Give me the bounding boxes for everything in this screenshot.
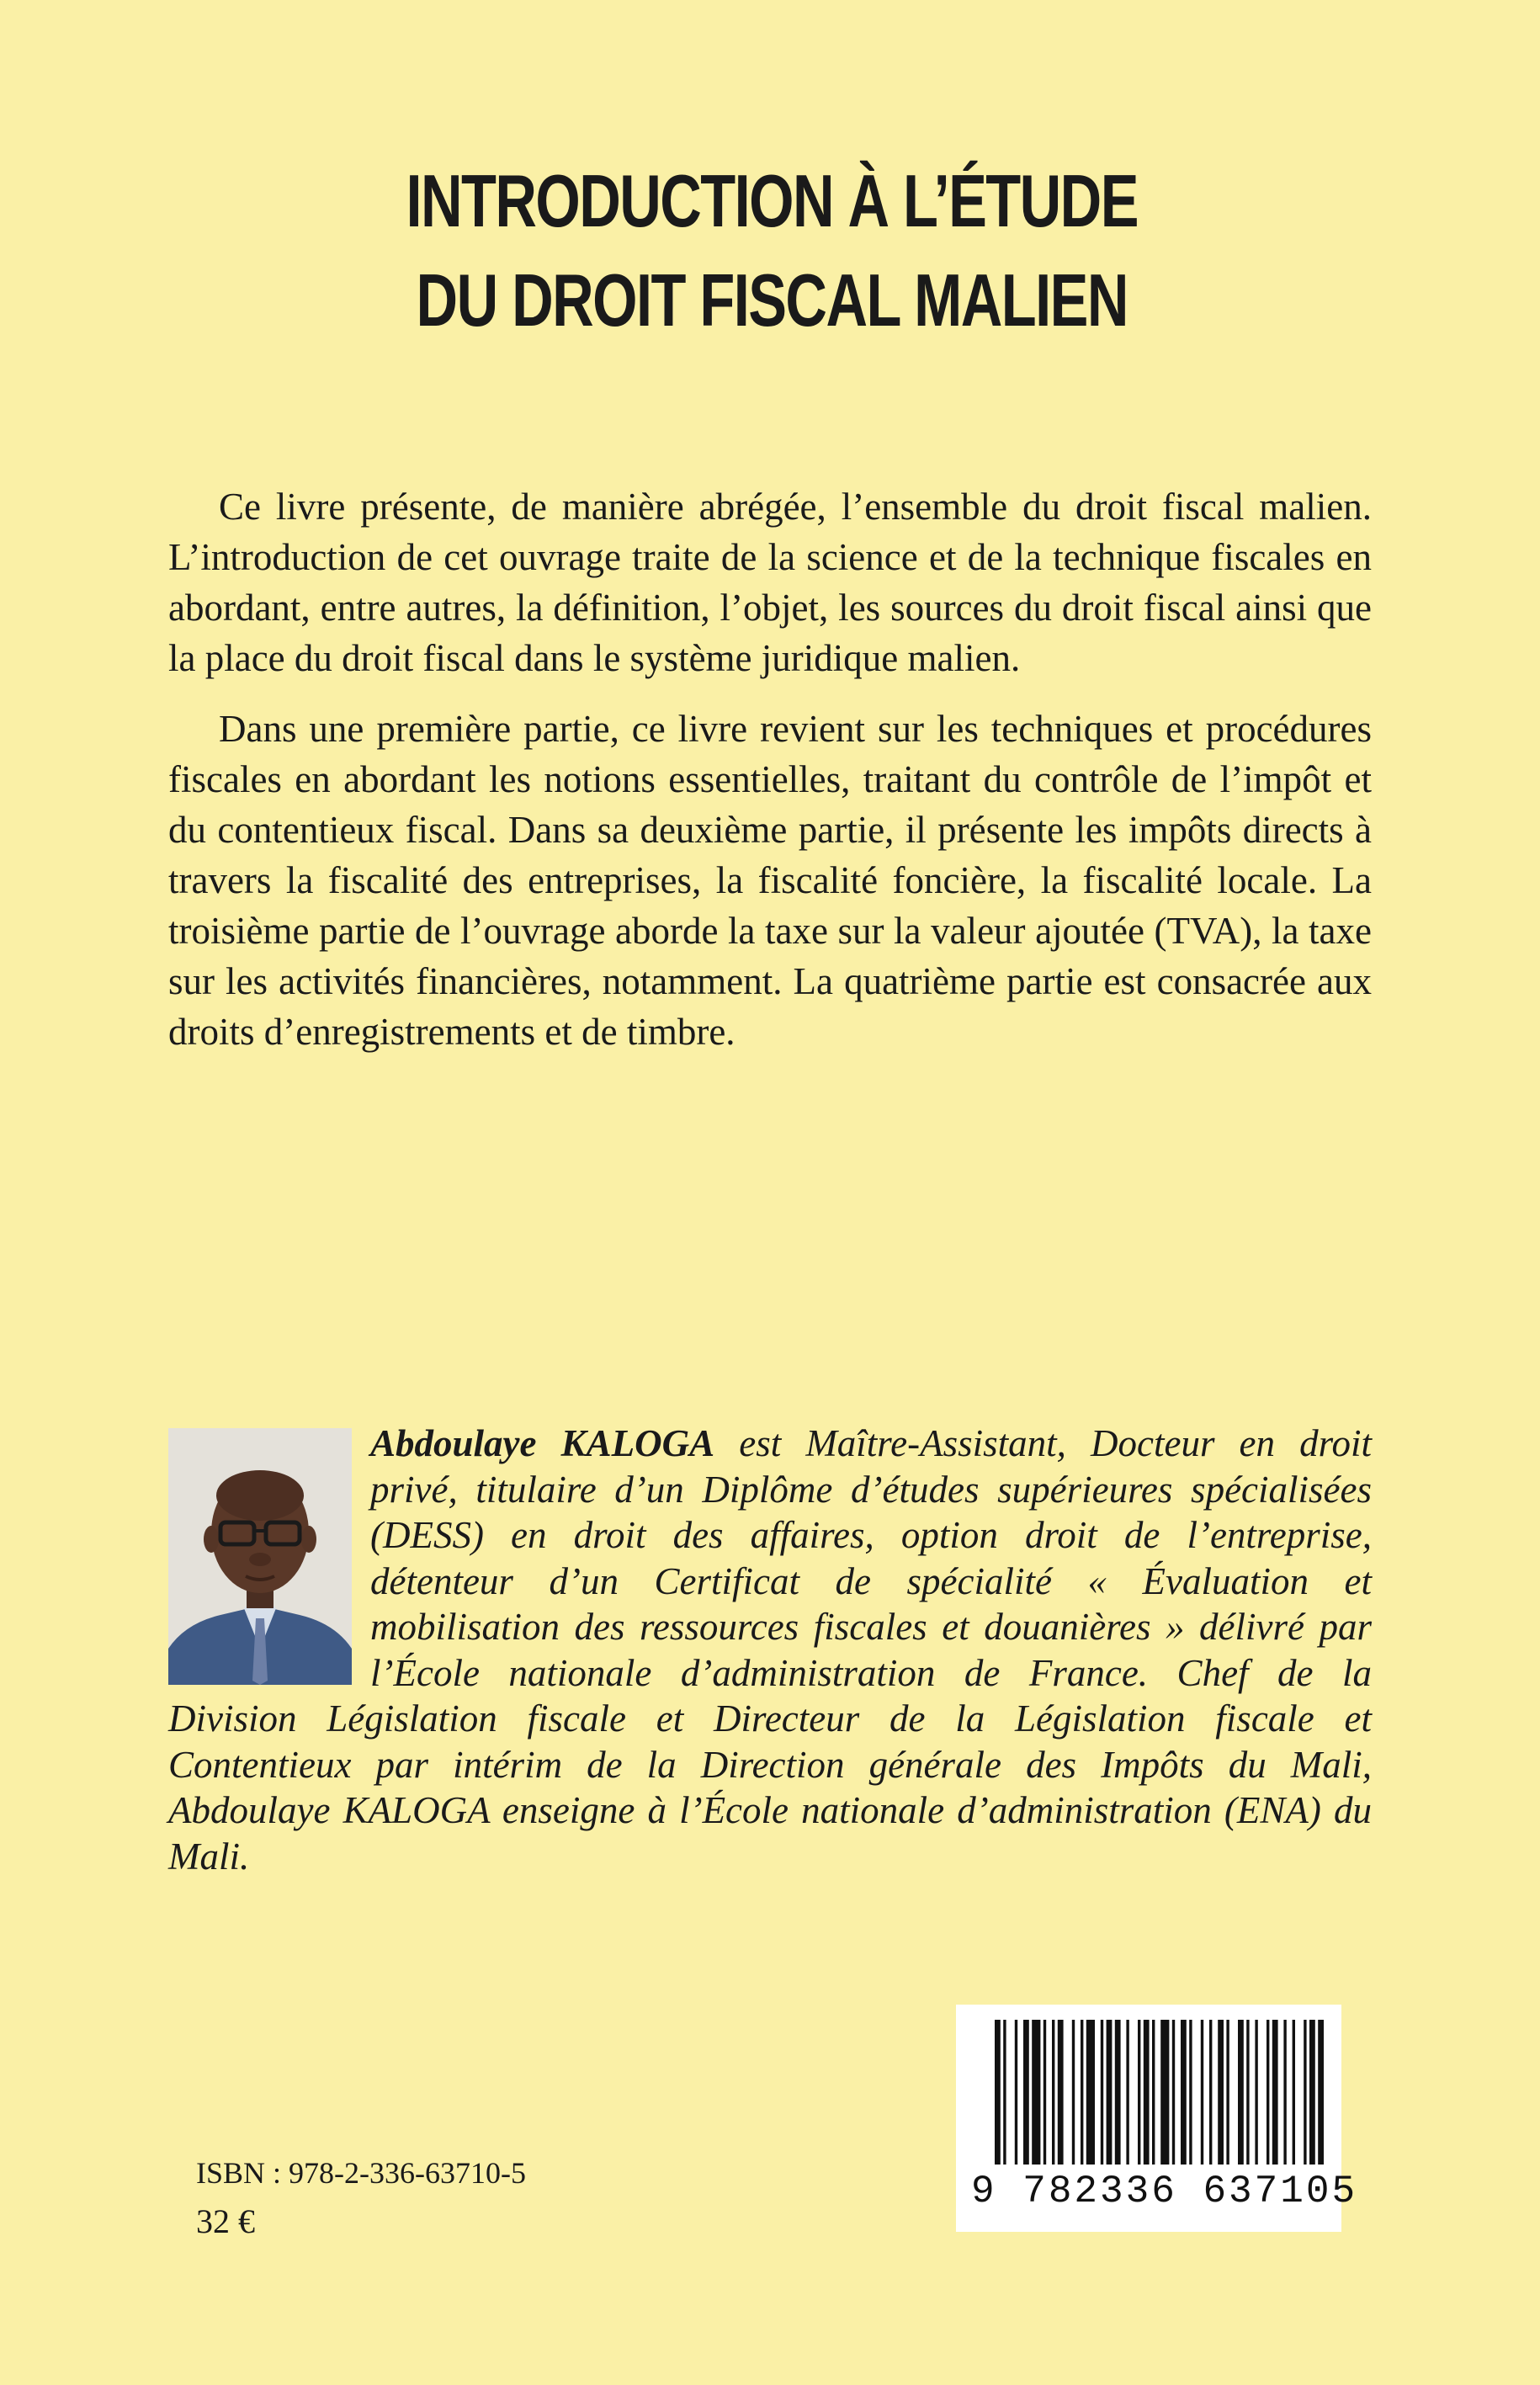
barcode-bar bbox=[1283, 2020, 1286, 2165]
barcode-bar bbox=[1209, 2020, 1212, 2165]
barcode-bar bbox=[1172, 2020, 1175, 2165]
barcode-bar bbox=[1126, 2020, 1128, 2165]
barcode-bar bbox=[1226, 2020, 1229, 2165]
barcode-bar bbox=[1189, 2020, 1192, 2165]
summary-paragraph-2: Dans une première partie, ce livre revient sur les techniques et procédures fiscales en abordant les notions essentielles, traitant du contrôle de l’impôt et du contentieux fiscal. Dans sa deuxième partie, il présente les impôts directs à travers la fiscalité des entreprises, la fiscalité foncière, la fiscalité locale. La troisième partie de l’ouvrage aborde la taxe sur la valeur ajoutée (TVA), la taxe sur les activités financières, notamment. La quatrième partie est consacrée aux droits d’enregistrements et de timbre. bbox=[168, 708, 1372, 1053]
barcode-bar bbox=[1072, 2020, 1075, 2165]
barcode-bar bbox=[1293, 2020, 1295, 2165]
barcode-bar bbox=[1144, 2020, 1150, 2165]
barcode-bar bbox=[1255, 2020, 1257, 2165]
barcode-bar bbox=[1318, 2020, 1324, 2165]
isbn: ISBN : 978-2-336-63710-5 bbox=[196, 2156, 526, 2190]
barcode-bar bbox=[1043, 2020, 1046, 2165]
summary-paragraph-1: Ce livre présente, de manière abrégée, l’ensemble du droit fiscal malien. L’introduction de cet ouvrage traite de la science et de la technique fiscales en abordant, entre autres, la définition, l’objet, les sources du droit fiscal ainsi que la place du droit fiscal dans le système juridique malien. bbox=[168, 486, 1372, 679]
barcode-bar bbox=[1138, 2020, 1140, 2165]
barcode-bar bbox=[1272, 2020, 1278, 2165]
barcode-bar bbox=[1052, 2020, 1054, 2165]
barcode-bar bbox=[1081, 2020, 1083, 2165]
barcode-bar bbox=[1152, 2020, 1155, 2165]
book-title bbox=[172, 151, 1373, 350]
price: 32 € bbox=[196, 2202, 255, 2240]
barcode-bar bbox=[1003, 2020, 1006, 2165]
barcode-bar bbox=[1160, 2020, 1169, 2165]
barcode-bar bbox=[1015, 2020, 1017, 2165]
barcode-bar bbox=[1086, 2020, 1095, 2165]
barcode-bar bbox=[1201, 2020, 1203, 2165]
barcode-bar bbox=[1267, 2020, 1269, 2165]
barcode-bar bbox=[1238, 2020, 1244, 2165]
barcode-bar bbox=[1246, 2020, 1249, 2165]
barcode-digits: 9 782336 637105 bbox=[971, 2170, 1358, 2213]
barcode-bar bbox=[1115, 2020, 1121, 2165]
barcode-bar bbox=[1218, 2020, 1224, 2165]
barcode-bar bbox=[1032, 2020, 1040, 2165]
barcode bbox=[956, 2005, 1358, 2232]
barcode-bar bbox=[1309, 2020, 1315, 2165]
barcode-bar bbox=[1101, 2020, 1103, 2165]
barcode-bar bbox=[1181, 2020, 1187, 2165]
barcode-bar bbox=[1023, 2020, 1029, 2165]
book-title-line-1: INTRODUCTION À L’ÉTUDE bbox=[406, 159, 1138, 242]
barcode-bar bbox=[1058, 2020, 1064, 2165]
barcode-bar bbox=[995, 2020, 1001, 2165]
author-bio-text: est Maître-Assistant, Docteur en droit privé, titulaire d’un Diplôme d’études supérieures spécialisées (DESS) en droit des affaires, option droit de l’entreprise, détenteur d’un Certificat de spécialité « Évaluation et mobilisation des ressources fiscales et douanières » délivré par l’École nationale d’administration de France. Chef de la Division Législation fiscale et Directeur de la Législation fiscale et Contentieux par intérim de la Direction générale des Impôts du Mali, Abdoulaye KALOGA enseigne à l’École nationale d’administration (ENA) du Mali. bbox=[168, 1422, 1372, 1878]
book-summary bbox=[168, 481, 1372, 1077]
barcode-bar bbox=[1304, 2020, 1306, 2165]
barcode-bar bbox=[1107, 2020, 1113, 2165]
author-portrait bbox=[168, 1428, 352, 1685]
book-title-line-2: DU DROIT FISCAL MALIEN bbox=[416, 258, 1128, 342]
author-name: Abdoulaye KALOGA bbox=[370, 1422, 715, 1464]
